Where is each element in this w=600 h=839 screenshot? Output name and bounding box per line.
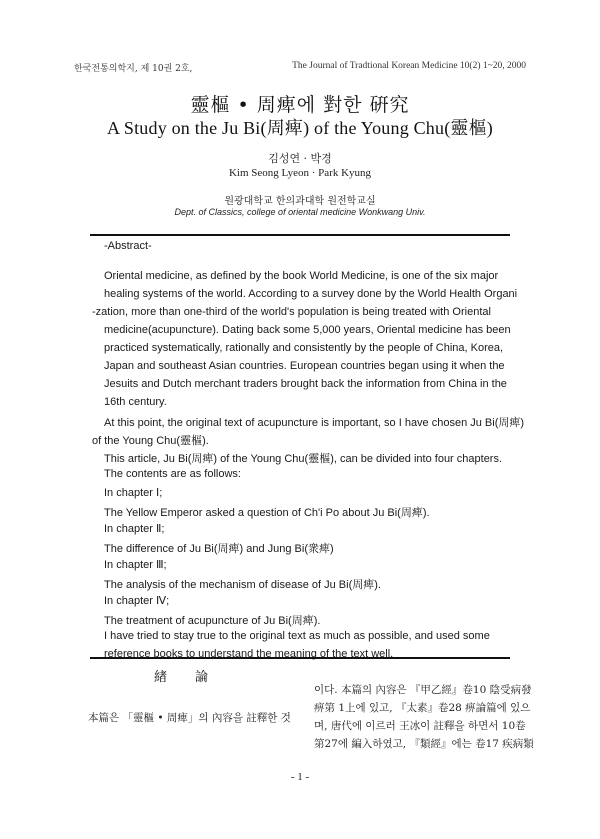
authors-english: Kim Seong Lyeon · Park Kyung <box>228 167 372 179</box>
intro-right-column-line: 이다. 本篇의 內容은 『甲乙經』卷10 陰受病發 <box>314 684 532 696</box>
abstract-line: healing systems of the world. According to a survey done by the World Health Organi <box>104 288 518 300</box>
abstract-line: In chapter Ⅰ; <box>104 487 163 499</box>
authors-korean: 김성연 · 박경 <box>268 152 332 165</box>
abstract-line: In chapter Ⅲ; <box>104 559 167 571</box>
abstract-line: of the Young Chu(靈樞). <box>92 435 209 447</box>
abstract-line: This article, Ju Bi(周痺) of the Young Chu(靈樞), can be divided into four chapters. <box>104 453 503 465</box>
abstract-top-rule <box>90 234 510 236</box>
abstract-line: At this point, the original text of acupuncture is important, so I have chosen Ju Bi(周痺) <box>104 417 525 429</box>
abstract-line: 16th century. <box>104 396 167 408</box>
abstract-line: The analysis of the mechanism of disease of Ju Bi(周痺). <box>104 579 381 591</box>
intro-left-column-line: 本篇은 「靈樞 • 周痺」의 內容을 註釋한 것 <box>88 712 291 724</box>
affiliation-korean: 원광대학교 한의과대학 원전학교실 <box>224 196 376 207</box>
abstract-line: Oriental medicine, as defined by the book World Medicine, is one of the six major <box>104 270 499 282</box>
abstract-heading: -Abstract- <box>104 240 152 252</box>
intro-right-column-line: 며, 唐代에 이르러 王冰이 註釋을 하면서 10卷 <box>314 720 526 732</box>
abstract-line: -zation, more than one-third of the world's population is being treated with Oriental <box>92 306 491 318</box>
abstract-bottom-rule <box>90 657 510 659</box>
abstract-line: Jesuits and Dutch merchant traders brought back the information from China in the <box>104 378 507 390</box>
running-head-english: The Journal of Tradtional Korean Medicine 10(2) 1~20, 2000 <box>292 61 526 71</box>
section-title-introduction: 緖論 <box>154 670 237 685</box>
abstract-line: The Yellow Emperor asked a question of Ch'i Po about Ju Bi(周痺). <box>104 507 430 519</box>
page-number: - 1 - <box>290 771 310 783</box>
title-english: A Study on the Ju Bi(周痺) of the Young Chu(靈樞) <box>106 118 493 138</box>
title-korean: 靈樞 • 周痺에 對한 硏究 <box>190 94 410 116</box>
intro-right-column-line: 痹第 1上에 있고, 『太素』卷28 痹論篇에 있으 <box>314 702 531 714</box>
abstract-line: medicine(acupuncture). Dating back some 5,000 years, Oriental medicine has been <box>104 324 511 336</box>
abstract-line: reference books to understand the meaning of the text well. <box>104 648 394 660</box>
affiliation-english: Dept. of Classics, college of oriental medicine Wonkwang Univ. <box>174 207 426 217</box>
running-head-korean: 한국전통의학지, 제 10권 2호, <box>74 64 193 74</box>
abstract-line: In chapter Ⅱ; <box>104 523 165 535</box>
abstract-line: practiced systematically, rationally and consistently by the people of China, Korea, <box>104 342 504 354</box>
intro-right-column-line: 第27에 編入하였고, 『類經』에는 卷17 疾病類 <box>314 738 534 750</box>
abstract-line: The contents are as follows: <box>104 468 241 480</box>
abstract-line: The difference of Ju Bi(周痺) and Jung Bi(衆痺) <box>104 543 334 555</box>
abstract-line: In chapter Ⅳ; <box>104 595 170 607</box>
abstract-line: I have tried to stay true to the original text as much as possible, and used some <box>104 630 490 642</box>
abstract-line: Japan and southeast Asian countries. European countries began using it when the <box>104 360 505 372</box>
abstract-line: The treatment of acupuncture of Ju Bi(周痺). <box>104 615 321 627</box>
